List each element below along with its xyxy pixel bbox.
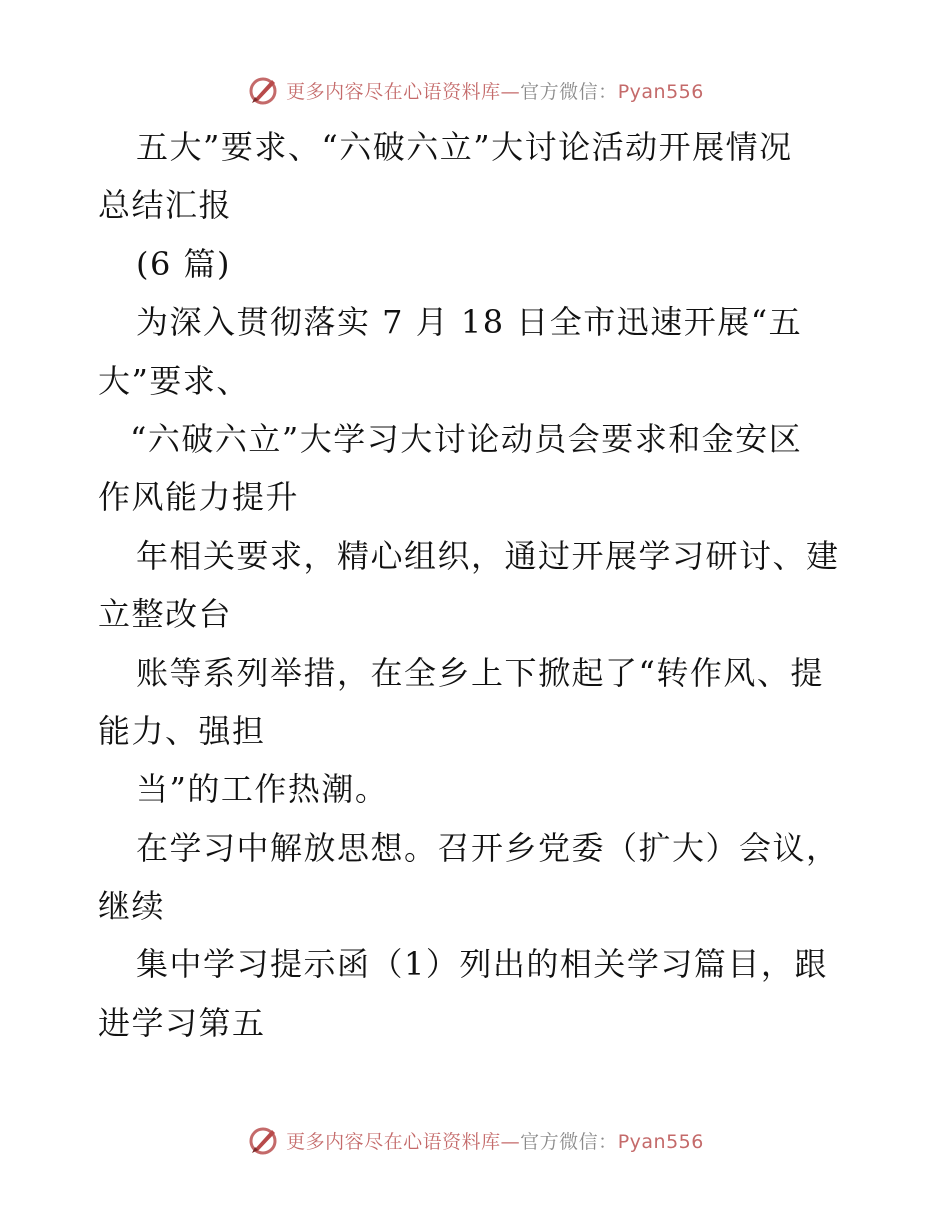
paragraph-line: 立整改台 [98,595,233,634]
quill-pen-logo-icon [246,1123,280,1157]
paragraph-line: 继续 [98,887,166,926]
watermark-id: Pyan556 [617,1130,704,1153]
watermark-text: 更多内容尽在心语资料库 [286,1130,501,1153]
paragraph-line: 大”要求、 [98,361,250,400]
document-subtitle: (6 篇) [136,244,232,283]
paragraph-line: 在学习中解放思想。召开乡党委（扩大）会议， [136,828,840,867]
paragraph-line: 能力、强担 [98,711,266,750]
quill-pen-logo-icon [246,73,280,107]
paragraph-line: 进学习第五 [98,1003,266,1042]
watermark-id: Pyan556 [617,80,704,103]
paragraph-line: 集中学习提示函（1）列出的相关学习篇目，跟 [136,945,828,984]
watermark-label: 官方微信： [520,1130,618,1153]
watermark-dash: — [500,1130,521,1153]
paragraph-line: 作风能力提升 [98,478,300,517]
paragraph-line: 账等系列举措，在全乡上下掀起了“转作风、提 [136,653,824,692]
paragraph-line: 年相关要求，精心组织，通过开展学习研讨、建 [136,536,840,575]
footer-watermark [0,1120,950,1160]
paragraph-line: 为深入贯彻落实 7 月 18 日全市迅速开展“五 [136,303,803,342]
watermark-text: 更多内容尽在心语资料库 [286,80,501,103]
header-watermark [0,70,950,110]
paragraph-line: “六破六立”大学习大讨论动员会要求和金安区 [130,419,803,458]
document-body [98,118,858,1052]
watermark-dash: — [500,80,521,103]
document-title-line-2: 总结汇报 [98,186,233,225]
paragraph-line: 当”的工作热潮。 [136,770,389,809]
document-title-line-1: 五大”要求、“六破六立”大讨论活动开展情况 [136,128,793,166]
watermark-label: 官方微信： [520,80,618,103]
